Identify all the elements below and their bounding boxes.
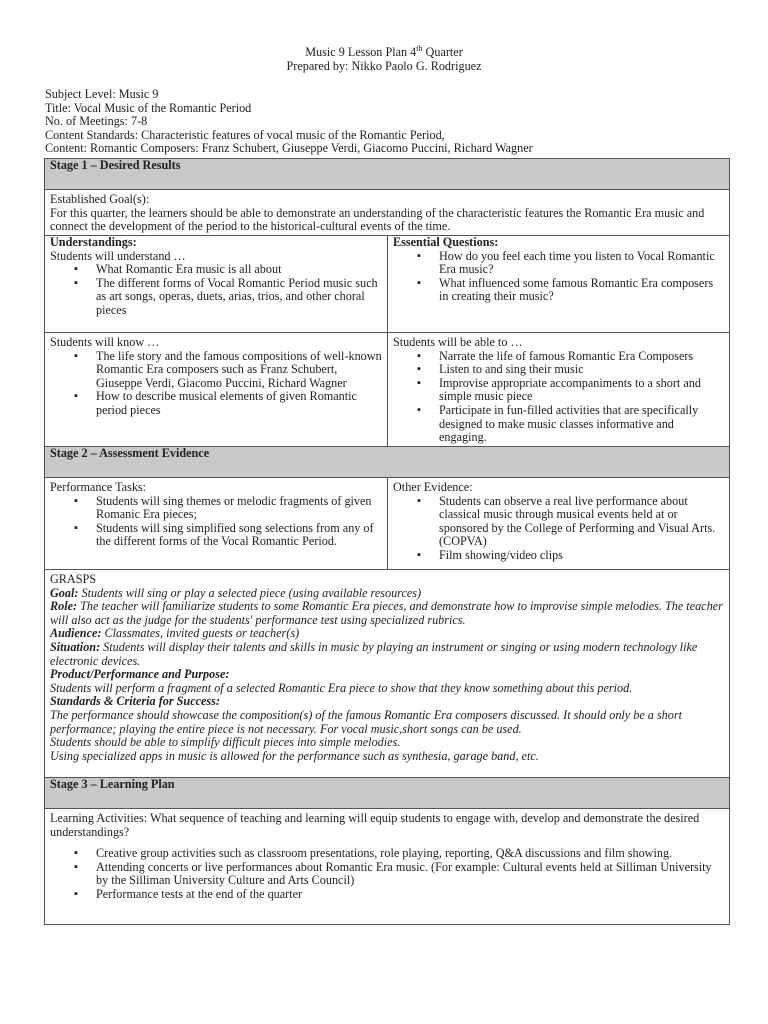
- product-label: Product/Performance and Purpose:: [50, 667, 230, 682]
- meta-block: [45, 88, 745, 156]
- eq-list: [393, 250, 724, 304]
- perf-label: Performance Tasks:: [50, 480, 147, 494]
- list-item: ▪ How to describe musical elements of given Romantic period pieces: [96, 390, 382, 417]
- grasps-goal: [50, 587, 724, 601]
- list-item: ▪ The life story and the famous compositions of well-known Romantic Era composers such as Franz Schubert, Giuseppe Verdi, Giacomo Puccini, Richard Wagner: [96, 350, 382, 391]
- lesson-plan-table: [44, 158, 730, 925]
- list-item: ▪ How do you feel each time you listen to Vocal Romantic Era music?: [439, 250, 724, 277]
- other-list: [393, 495, 724, 563]
- standards-text-2: Students should be able to simplify difficult pieces into simple melodies.: [50, 735, 401, 750]
- audience-label: Audience:: [50, 626, 102, 641]
- list-item: ▪ Participate in fun-filled activities that are specifically designed to make music classes informative and engaging.: [439, 404, 724, 445]
- title-text: Music 9 Lesson Plan 4: [305, 45, 417, 59]
- stage2-heading: Stage 2 – Assessment Evidence: [45, 447, 730, 478]
- list-item: ▪ Students will sing themes or melodic fragments of given Romanic Era pieces;: [96, 495, 382, 522]
- list-item: ▪ Narrate the life of famous Romantic Era Composers: [439, 350, 724, 364]
- standards-label: Standards & Criteria for Success:: [50, 694, 220, 709]
- standards-text-3: Using specialized apps in music is allowed for the performance such as synthesia, garage band, etc.: [50, 748, 539, 763]
- able-intro: Students will be able to …: [393, 335, 523, 349]
- goal-label: Goal:: [50, 585, 79, 600]
- title-superscript: th: [416, 43, 423, 53]
- understand-list: [50, 263, 382, 317]
- know-list: [50, 350, 382, 418]
- performance-tasks-cell: [45, 478, 388, 570]
- list-item: ▪ The different forms of Vocal Romantic Period music such as art songs, operas, duets, arias, trios, and other choral pieces: [96, 277, 382, 318]
- other-evidence-cell: [388, 478, 730, 570]
- goal-text: Students will sing or play a selected piece (using available resources): [78, 585, 422, 600]
- grasps-audience: [50, 627, 724, 641]
- list-item: ▪ Performance tests at the end of the quarter: [96, 888, 724, 902]
- goals-cell: [45, 190, 730, 236]
- title-suffix: Quarter: [422, 45, 463, 59]
- goals-label: Established Goal(s):: [50, 192, 150, 206]
- learning-plan-cell: [45, 809, 730, 925]
- subject-level: Subject Level: Music 9: [45, 87, 159, 101]
- list-item: ▪ Film showing/video clips: [439, 549, 724, 563]
- product-text: Students will perform a fragment of a selected Romantic Era piece to show that they know something about this period.: [50, 680, 633, 695]
- able-list: [393, 350, 724, 445]
- other-label: Other Evidence:: [393, 480, 473, 494]
- learning-list: [50, 847, 724, 901]
- content: Content: Romantic Composers: Franz Schubert, Giuseppe Verdi, Giacomo Puccini, Richard Wagner: [45, 141, 533, 156]
- list-item: ▪ What Romantic Era music is all about: [96, 263, 382, 277]
- goals-text: For this quarter, the learners should be able to demonstrate an understanding of the characteristic features the Romantic Era music and connect the development of the period to the historical-cultural events of the time.: [50, 205, 705, 234]
- grasps-situation: [50, 641, 724, 668]
- list-item: ▪ Improvise appropriate accompaniments to a short and simple music piece: [439, 377, 724, 404]
- know-intro: Students will know …: [50, 335, 160, 349]
- list-item: ▪ Listen to and sing their music: [439, 363, 724, 377]
- understand-intro: Students will understand …: [50, 248, 186, 263]
- situation-text: Students will display their talents and skills in music by playing an instrument or singing or using modern technology like electronic devices.: [50, 639, 698, 668]
- understandings-cell: [45, 236, 388, 333]
- list-item: ▪ Students can observe a real live performance about classical music through musical events held at or sponsored by the College of Performing and Visual Arts. (COPVA): [439, 495, 724, 549]
- situation-label: Situation:: [50, 639, 101, 654]
- eq-label: Essential Questions:: [393, 235, 499, 249]
- list-item: ▪ Creative group activities such as classroom presentations, role playing, reporting, Q&A discussions and film showing.: [96, 847, 724, 861]
- understandings-label: Understandings:: [50, 235, 137, 249]
- role-text: The teacher will familiarize students to some Romantic Era pieces, and demonstrate how to improvise simple melodies. The teacher will also act as the judge for the students' performance test using specialized rubrics.: [50, 599, 723, 627]
- learning-intro: Learning Activities: What sequence of teaching and learning will equip students to engage with, develop and demonstrate the desired understandings?: [50, 811, 700, 839]
- standards-text-1: The performance should showcase the composition(s) of the famous Romantic Era composers discussed. It should only be a short performance; playing the entire piece is not necessary. For vocal music,short songs can be used.: [50, 707, 683, 736]
- stage1-heading: Stage 1 – Desired Results: [45, 159, 730, 190]
- students-able-cell: [388, 333, 730, 447]
- role-label: Role:: [50, 599, 78, 614]
- list-item: ▪ Students will sing simplified song selections from any of the different forms of the Vocal Romantic Period.: [96, 522, 382, 549]
- meetings: No. of Meetings: 7-8: [45, 114, 148, 129]
- students-know-cell: [45, 333, 388, 447]
- audience-text: Classmates, invited guests or teacher(s): [101, 626, 300, 641]
- perf-list: [50, 495, 382, 549]
- list-item: ▪ What influenced some famous Romantic Era composers in creating their music?: [439, 277, 724, 304]
- grasps-role: [50, 600, 724, 627]
- content-standards: Content Standards: Characteristic features of vocal music of the Romantic Period,: [45, 127, 445, 142]
- document-title: [0, 43, 768, 60]
- grasps-label: GRASPS: [50, 572, 97, 586]
- lesson-title: Title: Vocal Music of the Romantic Period: [45, 100, 252, 115]
- stage3-heading: Stage 3 – Learning Plan: [45, 778, 730, 809]
- essential-questions-cell: [388, 236, 730, 333]
- grasps-cell: [45, 570, 730, 778]
- list-item: ▪ Attending concerts or live performances about Romantic Era music. (For example: Cultural events held at Silliman University by the Silliman University Culture and Arts Council): [96, 861, 724, 888]
- prepared-by: Prepared by: Nikko Paolo G. Rodriguez: [286, 59, 482, 73]
